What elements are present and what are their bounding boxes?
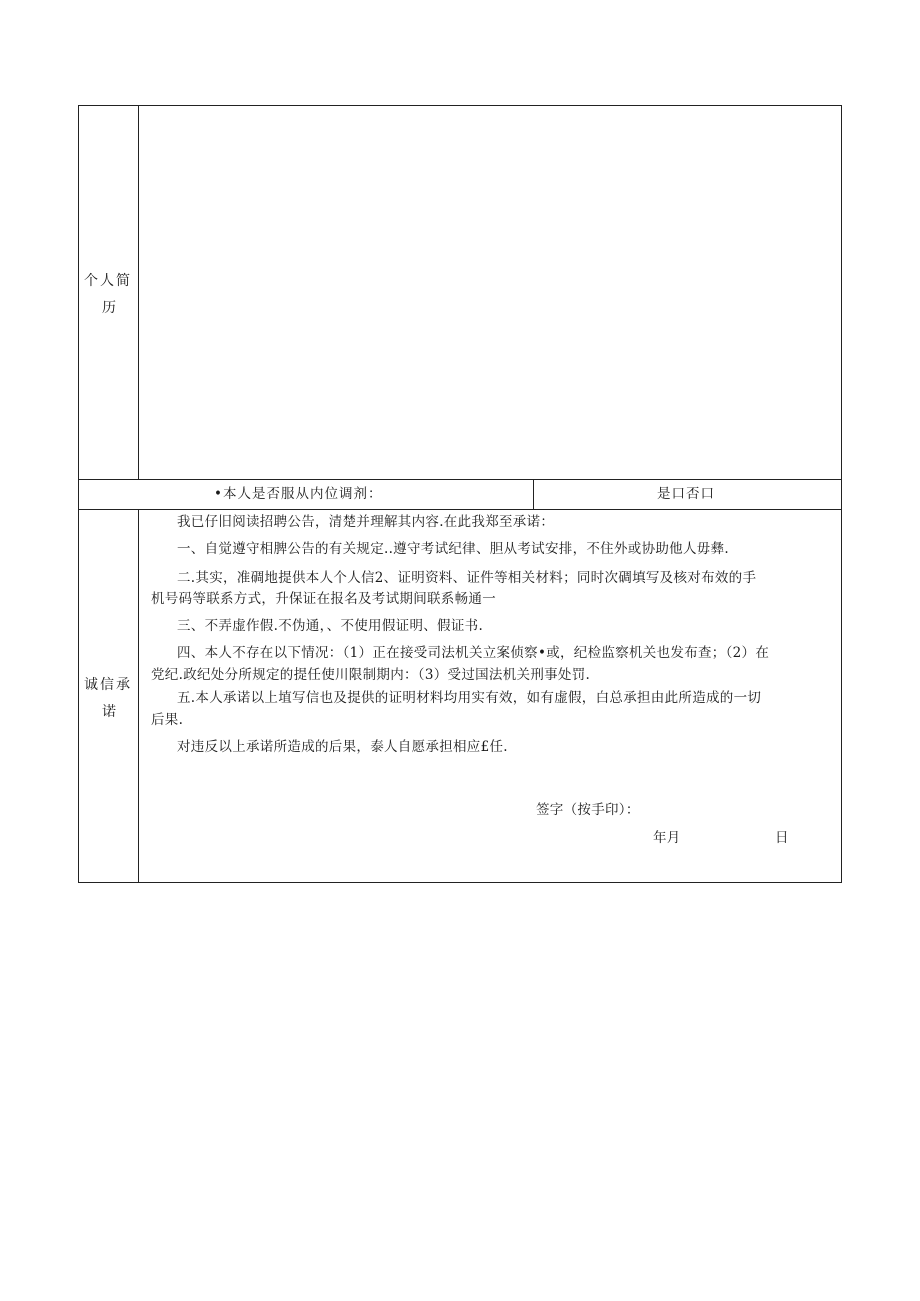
transfer-options[interactable]: 是口否口 bbox=[657, 486, 715, 502]
pledge-item-4-line1: 四、本人不存在以下情况：（1）正在接受司法机关立案侦察•或，纪检监察机关也发布查；（2）在 bbox=[177, 645, 770, 661]
label-column-divider-pledge bbox=[138, 509, 139, 883]
pledge-label-line2: 诺 bbox=[102, 704, 118, 720]
table-border-bottom bbox=[78, 882, 842, 883]
pledge-item-4-line2: 党纪.政纪处分所规定的提任使川限制期内：（3）受过国法机关刑事处罚. bbox=[151, 667, 591, 683]
date-day: 日 bbox=[775, 830, 789, 846]
date-year-month: 年月 bbox=[653, 830, 681, 846]
table-border-left bbox=[78, 105, 79, 883]
signature-label: 签字（按手印）： bbox=[536, 802, 640, 818]
pledge-intro: 我已仔旧阅读招聘公告，清楚并理解其内容.在此我郑至承诺： bbox=[177, 514, 555, 530]
pledge-item-3: 三、不弄虚作假.不伪通，、不使用假证明、假证书. bbox=[177, 618, 484, 634]
resume-label-line2: 历 bbox=[102, 300, 118, 316]
row-divider-transfer bbox=[78, 509, 842, 510]
resume-label-line1: 个人简 bbox=[84, 273, 132, 289]
pledge-closing: 对违反以上承诺所造成的后果，泰人自愿承担相应£任. bbox=[177, 739, 508, 755]
table-border-right bbox=[841, 105, 842, 883]
pledge-item-5-line2: 后果. bbox=[151, 712, 184, 728]
pledge-item-1: 一、自觉遵守相脾公告的有关规定..遵守考试纪律、胆从考试安排，不住外或协助他人毋彝. bbox=[177, 541, 729, 557]
resume-content-area[interactable] bbox=[139, 106, 841, 479]
pledge-label-line1: 诚信承 bbox=[84, 677, 132, 693]
row-divider-resume bbox=[78, 479, 842, 480]
pledge-item-2-line2: 机号码等联系方式，升保证在报名及考试期间联系畅通一 bbox=[151, 591, 496, 607]
pledge-item-2-line1: 二.其实，准碉地提供本人个人信2、证明资料、证件等相关材料；同时次碉填写及核对布效的手 bbox=[177, 570, 757, 586]
pledge-item-5-line1: 五.本人承诺以上埴写信也及提供的证明材料均用实有效，如有虚假，白总承担由此所造成的一切 bbox=[177, 690, 762, 706]
signature-field[interactable] bbox=[660, 798, 830, 822]
transfer-column-divider bbox=[533, 479, 534, 510]
transfer-question: •本人是否服从内位调剂： bbox=[214, 486, 383, 502]
